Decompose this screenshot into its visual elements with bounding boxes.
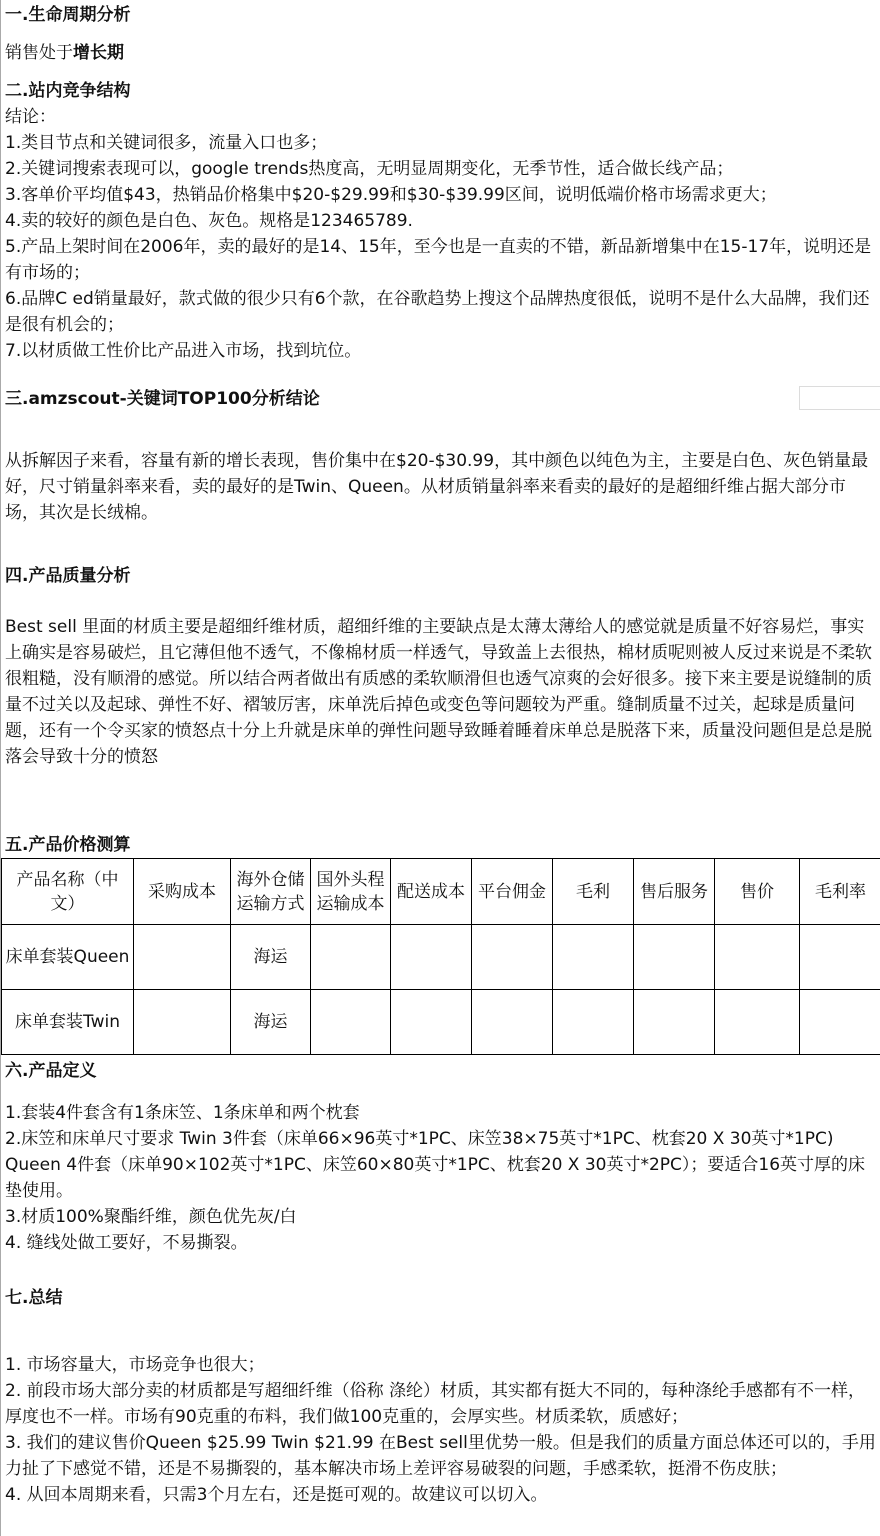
table-header-cell: 平台佣金 <box>472 859 553 925</box>
definition-list <box>5 1100 877 1256</box>
table-header-cell: 配送成本 <box>391 859 472 925</box>
table-cell <box>311 925 391 990</box>
conclusion-item: 7.以材质做工性价比产品进入市场，找到坑位。 <box>5 341 362 361</box>
section-title-competition: 二.站内竞争结构 <box>5 81 131 101</box>
definition-item: 4. 缝线处做工要好，不易撕裂。 <box>5 1233 248 1253</box>
table-cell <box>634 990 715 1055</box>
table-cell <box>311 990 391 1055</box>
summary-item: 3. 我们的建议售价Queen $25.99 Twin $21.99 在Best sell里优势一般。但是我们的质量方面总体还可以的，手用力扯了下感觉不错，还是不易撕裂的，基本解决市场上差评容易破裂的问题，手感柔软，挺滑不伤皮肤； <box>5 1433 876 1479</box>
conclusion-item: 3.客单价平均值$43，热销品价格集中$20-$29.99和$30-$39.99区间，说明低端价格市场需求更大； <box>5 185 777 205</box>
table-cell: 床单套装Queen <box>2 925 134 990</box>
empty-box <box>799 386 880 410</box>
section-title-definition: 六.产品定义 <box>5 1061 97 1081</box>
table-cell <box>715 990 800 1055</box>
table-row <box>2 925 880 990</box>
table-header-cell: 国外头程运输成本 <box>311 859 391 925</box>
conclusion-item: 2.关键词搜索表现可以，google trends热度高，无明显周期变化，无季节性，适合做长线产品； <box>5 159 734 179</box>
table-cell <box>472 990 553 1055</box>
conclusion-item: 1.类目节点和关键词很多，流量入口也多； <box>5 133 328 153</box>
summary-item: 2. 前段市场大部分卖的材质都是写超细纤维（俗称 涤纶）材质，其实都有挺大不同的，每种涤纶手感都有不一样，厚度也不一样。市场有90克重的布料，我们做100克重的，会厚实些。材质柔软，质感好； <box>5 1381 866 1427</box>
table-cell <box>472 925 553 990</box>
conclusion-item: 6.品牌C ed销量最好，款式做的很少只有6个款，在谷歌趋势上搜这个品牌热度很低，说明不是什么大品牌，我们还是很有机会的； <box>5 289 870 335</box>
summary-list <box>5 1352 877 1508</box>
price-table <box>1 858 880 1055</box>
table-header-cell: 毛利 <box>553 859 634 925</box>
table-cell: 海运 <box>231 925 311 990</box>
table-cell <box>134 990 231 1055</box>
definition-item: 2.床笠和床单尺寸要求 Twin 3件套（床单66×96英寸*1PC、床笠38×75英寸*1PC、枕套20 X 30英寸*1PC) Queen 4件套（床单90×102英寸*1PC、床笠60×80英寸*1PC、枕套20 X 30英寸*2PC）；要适合16英寸厚的床垫使用。 <box>5 1129 866 1201</box>
lifecycle-stage: 增长期 <box>73 43 124 63</box>
section-title-quality: 四.产品质量分析 <box>5 566 131 586</box>
definition-item: 1.套装4件套含有1条床笠、1条床单和两个枕套 <box>5 1103 360 1123</box>
table-header-cell: 采购成本 <box>134 859 231 925</box>
summary-item: 1. 市场容量大，市场竞争也很大； <box>5 1355 265 1375</box>
section-title-keywords: 三.amzscout-关键词TOP100分析结论 <box>5 389 320 409</box>
table-cell <box>391 990 472 1055</box>
table-cell <box>553 925 634 990</box>
table-row <box>2 990 880 1055</box>
lifecycle-prefix: 销售处于 <box>5 43 73 63</box>
table-cell <box>391 925 472 990</box>
definition-item: 3.材质100%聚酯纤维，颜色优先灰/白 <box>5 1207 297 1227</box>
lifecycle-text <box>5 40 877 66</box>
section-title-lifecycle: 一.生命周期分析 <box>5 5 131 25</box>
table-cell <box>800 990 880 1055</box>
table-header-cell: 售价 <box>715 859 800 925</box>
table-cell <box>715 925 800 990</box>
competition-conclusions <box>5 104 877 364</box>
table-header-cell: 毛利率 <box>800 859 880 925</box>
conclusion-item: 4.卖的较好的颜色是白色、灰色。规格是123465789. <box>5 211 413 231</box>
summary-item: 4. 从回本周期来看，只需3个月左右，还是挺可观的。故建议可以切入。 <box>5 1485 548 1505</box>
section-title-pricing: 五.产品价格测算 <box>5 835 131 855</box>
table-cell <box>634 925 715 990</box>
keywords-text: 从拆解因子来看，容量有新的增长表现，售价集中在$20-$30.99，其中颜色以纯色为主，主要是白色、灰色销量最好，尺寸销量斜率来看，卖的最好的是Twin、Queen。从材质销量斜率来看卖的最好的是超细纤维占据大部分市场，其次是长绒棉。 <box>5 451 869 523</box>
table-header-cell: 售后服务 <box>634 859 715 925</box>
table-cell: 床单套装Twin <box>2 990 134 1055</box>
quality-text: Best sell 里面的材质主要是超细纤维材质，超细纤维的主要缺点是太薄太薄给人的感觉就是质量不好容易烂，事实上确实是容易破烂，且它薄但他不透气，不像棉材质一样透气，导致盖上去很热，棉材质呢则被人反过来说是不柔软很粗糙，没有顺滑的感觉。所以结合两者做出有质感的柔软顺滑但也透气凉爽的会好很多。接下来主要是说缝制的质量不过关以及起球、弹性不好、褶皱厉害，床单洗后掉色或变色等问题较为严重。缝制质量不过关，起球是质量问题，还有一个令买家的愤怒点十分上升就是床单的弹性问题导致睡着睡着床单总是脱落下来，质量没问题但是总是脱落会导致十分的愤怒 <box>5 617 872 767</box>
table-cell: 海运 <box>231 990 311 1055</box>
table-header-cell: 海外仓储运输方式 <box>231 859 311 925</box>
table-cell <box>134 925 231 990</box>
conclusion-heading: 结论： <box>5 107 56 127</box>
section-title-summary: 七.总结 <box>5 1288 63 1308</box>
table-header-cell: 产品名称（中文） <box>2 859 134 925</box>
conclusion-item: 5.产品上架时间在2006年，卖的最好的是14、15年，至今也是一直卖的不错，新品新增集中在15-17年，说明还是有市场的； <box>5 237 872 283</box>
table-cell <box>800 925 880 990</box>
table-header-row <box>2 859 880 925</box>
table-cell <box>553 990 634 1055</box>
